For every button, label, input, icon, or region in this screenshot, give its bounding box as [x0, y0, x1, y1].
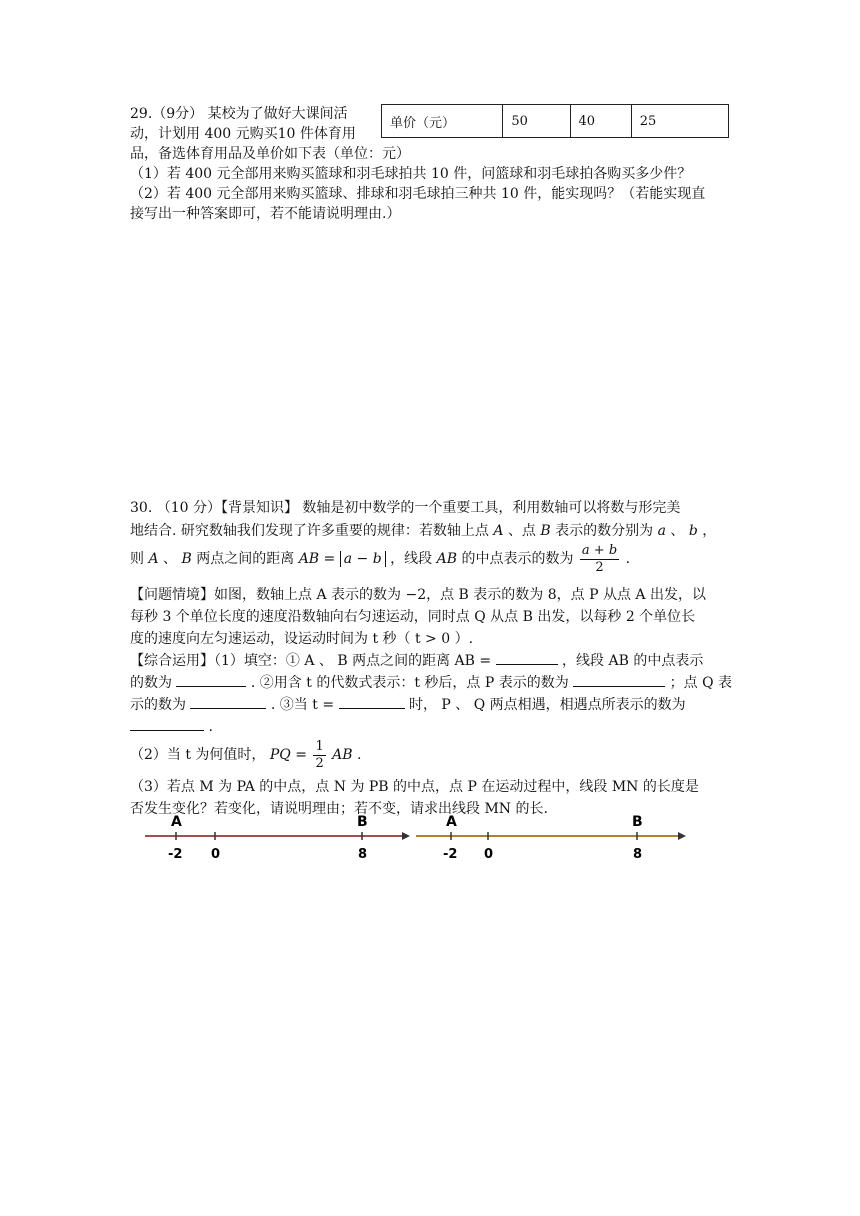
math-var: A	[493, 523, 504, 539]
number-line-figure	[140, 808, 690, 864]
q30-text: ，	[702, 523, 717, 539]
answer-blank[interactable]	[339, 694, 405, 709]
q29-part-2-line-2: 接写出一种答案即可，若不能请说明理由.）	[130, 206, 401, 222]
math-var: AB	[436, 551, 457, 567]
q30-text: 的数为	[130, 675, 172, 691]
answer-blank[interactable]	[130, 716, 204, 731]
q30-line-11	[130, 738, 730, 772]
q30-line-9	[130, 694, 730, 716]
math-var: B	[181, 551, 192, 567]
tick-label: 0	[484, 847, 494, 862]
q30-line-6: 度的速度向左匀速运动，设运动时间为 t 秒（ t > 0 ）.	[130, 631, 474, 647]
q30-text: 的中点表示的数为	[461, 551, 574, 567]
q30-line-4: 【问题情境】如图，数轴上点 A 表示的数为 −2，点 B 表示的数为 8，点 P 从点 A 出发，以	[130, 587, 706, 603]
tick-label: -2	[443, 847, 458, 862]
math-op: =	[295, 747, 312, 763]
q30-text: 两点之间的距离	[196, 551, 295, 567]
table-row	[382, 105, 729, 138]
fraction-denominator: 2	[595, 559, 604, 575]
q30-line-1: 30. （10 分）【背景知识】 数轴是初中数学的一个重要工具，利用数轴可以将数与形完美	[130, 500, 681, 516]
q30-text: .	[357, 747, 362, 763]
table-cell: 50	[503, 105, 570, 138]
q30-line-10	[130, 716, 730, 738]
q30-text: 则	[130, 551, 144, 567]
table-header-cell: 单价（元）	[382, 105, 503, 138]
q30-line-5: 每秒 3 个单位长度的速度沿数轴向右匀速运动，同时点 Q 从点 B 出发，以每秒 2 个单位长	[130, 609, 696, 625]
q29-line-1: 29.（9分） 某校为了做好大课间活	[130, 106, 348, 122]
q30-text: 【综合运用】（1）填空：① A 、 B 两点之间的距离 AB =	[130, 653, 492, 669]
q30-text: 、	[670, 523, 685, 539]
answer-blank[interactable]	[190, 694, 266, 709]
point-b-label: B	[632, 814, 643, 830]
price-table	[381, 104, 729, 138]
math-var: A	[148, 551, 159, 567]
q30-text: 示的数为	[130, 697, 186, 713]
tick-label: -2	[168, 847, 183, 862]
point-a-label: A	[171, 814, 182, 830]
q30-text: 表示的数分别为	[555, 523, 654, 539]
q30-line-2	[130, 520, 730, 542]
q30-text: （2）当 t 为何值时，	[130, 747, 266, 763]
math-var: AB	[298, 551, 320, 567]
math-var: B	[540, 523, 551, 539]
q30-text: ；点 Q 表	[669, 675, 733, 691]
answer-blank[interactable]	[573, 672, 665, 687]
q30-line-3	[130, 542, 730, 576]
half-fraction	[313, 739, 325, 772]
fraction-numerator: a + b	[581, 542, 618, 558]
fraction-numerator: 1	[315, 738, 324, 754]
absolute-value: a − b	[340, 551, 386, 567]
q30-text: ，线段	[390, 551, 433, 567]
fraction-denominator: 2	[315, 755, 324, 771]
q29-line-2: 动，计划用 400 元购买10 件体育用	[130, 126, 356, 142]
q30-text: 时， P 、 Q 两点相遇，相遇点所表示的数为	[408, 697, 686, 713]
q30-text: 、点	[507, 523, 536, 539]
point-a-label: A	[446, 814, 457, 830]
midpoint-fraction	[580, 543, 619, 576]
answer-blank[interactable]	[496, 650, 558, 665]
tick-label: 0	[211, 847, 221, 862]
q30-text: 地结合. 研究数轴我们发现了许多重要的规律：若数轴上点	[130, 523, 489, 539]
q30-line-12: （3）若点 M 为 PA 的中点，点 N 为 PB 的中点，点 P 在运动过程中，线段 MN 的长度是	[130, 779, 699, 795]
math-var: PQ	[269, 747, 291, 763]
math-var: a	[657, 523, 666, 539]
q30-text: .	[208, 719, 213, 735]
q29-part-1: （1）若 400 元全部用来购买篮球和羽毛球拍共 10 件，问篮球和羽毛球拍各购买多少件？	[130, 166, 692, 182]
tick-label: 8	[358, 847, 368, 862]
arrow-right-icon	[402, 832, 410, 840]
answer-blank[interactable]	[176, 672, 246, 687]
table-cell: 25	[631, 105, 728, 138]
math-var: AB	[332, 747, 353, 763]
q30-text: . ②用含 t 的代数式表示：t 秒后，点 P 表示的数为	[250, 675, 569, 691]
table-cell: 40	[570, 105, 631, 138]
q30-text: .	[625, 551, 631, 567]
tick-label: 8	[633, 847, 643, 862]
q30-line-8	[130, 672, 733, 694]
math-op: =	[323, 551, 340, 567]
arrow-right-icon	[678, 832, 686, 840]
q30-line-7	[130, 650, 730, 672]
q29-line-3: 品，备选体育用品及单价如下表（单位：元）	[130, 146, 410, 162]
q29-part-2-line-1: （2）若 400 元全部用来购买篮球、排球和羽毛球拍三种共 10 件，能实现吗？（若能实现直	[130, 186, 706, 202]
math-var: b	[688, 523, 698, 539]
q30-line-13: 否发生变化？若变化，请说明理由；若不变，请求出线段 MN 的长.	[130, 801, 548, 817]
point-b-label: B	[357, 814, 368, 830]
q30-text: . ③当 t =	[270, 697, 335, 713]
q30-text: ，线段 AB 的中点表示	[562, 653, 704, 669]
q30-text: 、	[163, 551, 178, 567]
